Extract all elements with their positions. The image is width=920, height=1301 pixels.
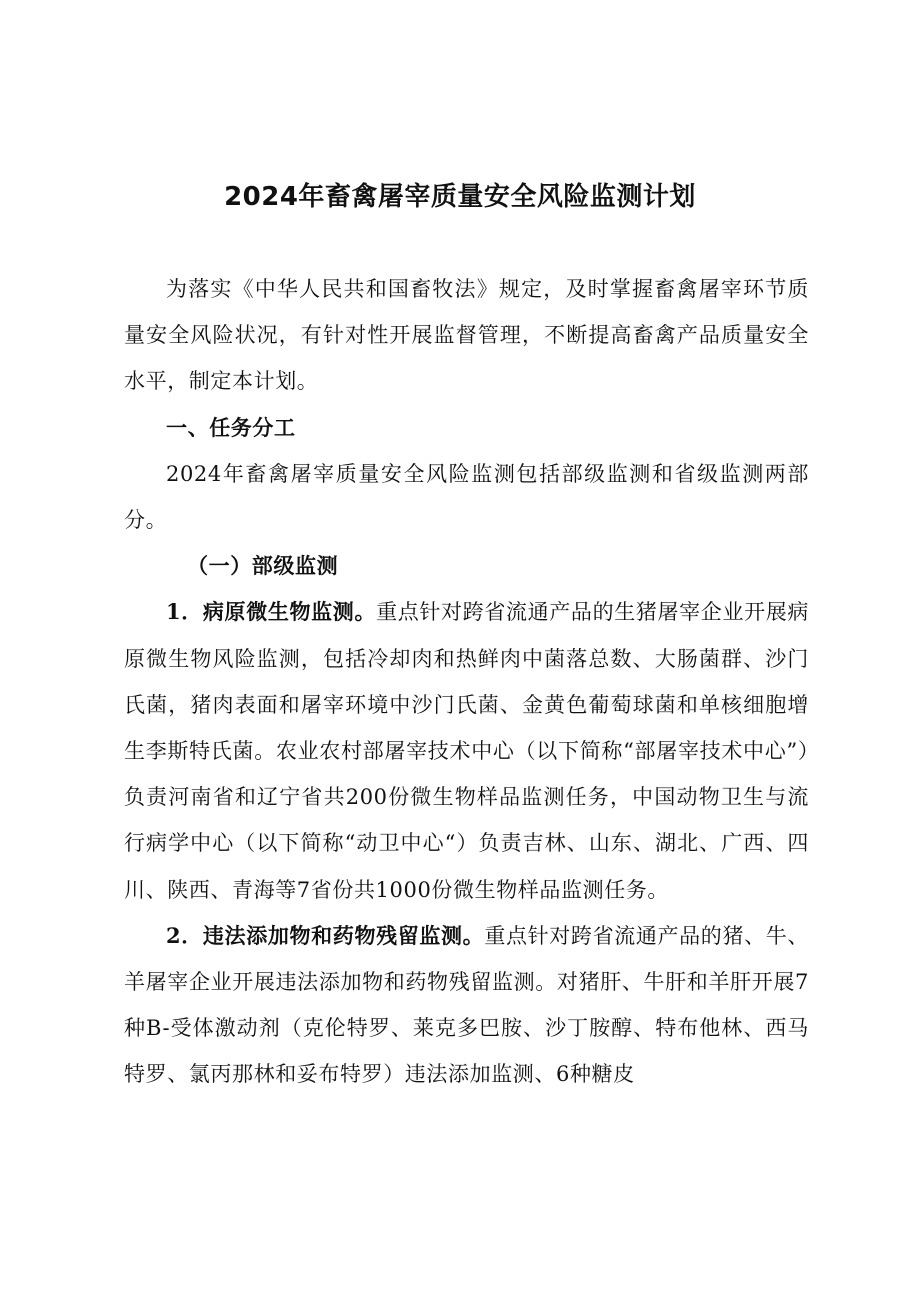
item-2-lead: 2．违法添加物和药物残留监测。	[166, 922, 485, 948]
page-title: 2024年畜禽屠宰质量安全风险监测计划	[224, 182, 696, 212]
item-1-text: 重点针对跨省流通产品的生猪屠宰企业开展病原微生物风险监测，包括冷却肉和热鲜肉中菌落总数、大肠菌群、沙门氏菌，猪肉表面和屠宰环境中沙门氏菌、金黄色葡萄球菌和单核细胞增生李斯特氏菌。农业农村部屠宰技术中心（以下简称“部屠宰技术中心”）负责河南省和辽宁省共200份微生物样品监测任务，中国动物卫生与流行病学中心（以下简称“动卫中心“）负责吉林、山东、湖北、广西、四川、陕西、青海等7省份共1000份微生物样品监测任务。	[124, 600, 809, 902]
subsection-heading: （一）部级监测	[187, 553, 339, 579]
section-heading: 一、任务分工	[166, 415, 296, 440]
item-paragraph-1	[124, 589, 809, 912]
intro-paragraph: 为落实《中华人民共和国畜牧法》规定，及时掌握畜禽屠宰环节质量安全风险状况，有针对性开展监督管理，不断提高畜禽产品质量安全水平，制定本计划。	[124, 277, 809, 394]
item-1-lead: 1．病原微生物监测。	[166, 599, 377, 625]
item-2-text: 重点针对跨省流通产品的猪、牛、羊屠宰企业开展违法添加物和药物残留监测。对猪肝、牛肝和羊肝开展7种B-受体激动剂（克伦特罗、莱克多巴胺、沙丁胺醇、特布他林、西马特罗、氯丙那林和妥布特罗）违法添加监测、6种糖皮	[124, 923, 809, 1087]
section-paragraph: 2024年畜禽屠宰质量安全风险监测包括部级监测和省级监测两部分。	[124, 461, 809, 533]
document-body	[124, 266, 809, 1098]
item-paragraph-2	[124, 913, 809, 1098]
